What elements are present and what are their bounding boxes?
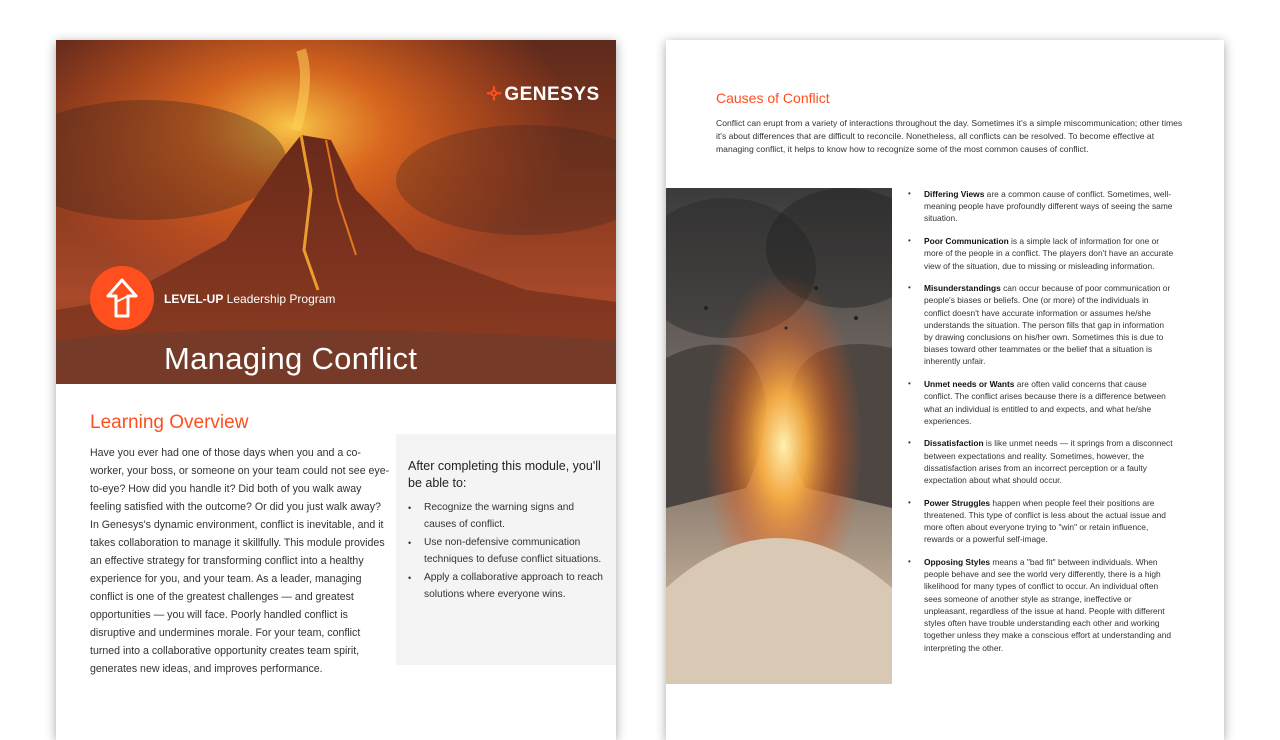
cause-description: is like unmet needs — it springs from a disconnect between expectations and reality. Sometimes, however, the dissatisfaction arises from an incorrect perception or a faulty expectation about what should occur.: [924, 438, 1173, 486]
fists-illustration: [666, 188, 892, 684]
objectives-list: [408, 500, 604, 605]
causes-list: [908, 188, 1174, 664]
cause-description: is a simple lack of information for one or more of the people in a conflict. The players don't have an accurate view of the situation, due to missing or misleading information.: [924, 236, 1174, 271]
cause-description: are a common cause of conflict. Sometimes, well-meaning people have profoundly different ways of seeing the same situation.: [924, 189, 1173, 224]
learning-overview-text: Have you ever had one of those days when you and a co-worker, your boss, or someone on your team could not see eye-to-eye? How did you handle it? Did both of you walk away feeling satisfied with the outcome? Or did you just walk away? In Genesys's dynamic environment, conflict is inevitable, and it takes collaboration to manage it skillfully. This module provides an effective strategy for transforming conflict into a healthy experience for you, and your team. As a leader, managing conflict is one of the greatest challenges — and greatest opportunities — you will face. Poorly handled conflict is disruptive and undermines morale. For your team, conflict turned into a collaborative opportunity creates team spirit, generates new ideas, and improves performance.: [90, 447, 390, 675]
cause-description: happen when people feel their positions are threatened. This type of conflict is less about the actual issue and more often about everyone trying to "win" or retain influence, rewards or a powerful self-image.: [924, 497, 1166, 545]
program-badge: [90, 266, 154, 330]
cause-term: Differing Views: [924, 189, 985, 199]
cause-description: can occur because of poor communication or people's biases or beliefs. One (or more) of the individuals in conflict doesn't have accurate information or assumes he/she understands the situation. The person fills that gap in information by drawing conclusions on his/her own. Sometimes this is due to biases toward other teammates or the belief that a situation is inherently unfair.: [924, 283, 1171, 367]
cause-term: Poor Communication: [924, 236, 1009, 247]
cause-term: Opposing Styles: [924, 557, 991, 568]
objective-item: • Recognize the warning signs and causes of conflict.: [408, 500, 604, 533]
program-name-rest: Leadership Program: [223, 292, 336, 306]
causes-heading: Causes of Conflict: [716, 90, 830, 106]
learning-overview-heading: Learning Overview: [90, 412, 249, 433]
genesys-logo: [486, 72, 600, 111]
cause-item: [908, 282, 1174, 367]
cause-item: [908, 556, 1174, 654]
program-name: [164, 292, 335, 306]
cause-term: Dissatisfaction: [924, 438, 984, 449]
cause-item: [908, 235, 1174, 272]
objectives-heading: After completing this module, you'll be able to:: [408, 459, 601, 490]
cause-item: [908, 378, 1174, 427]
cause-item: [908, 188, 1174, 225]
cause-description: are often valid concerns that cause conflict. The conflict arises because there is a difference between what an individual is entitled to and expects, and what he/she experiences.: [924, 379, 1166, 426]
objective-item: • Use non-defensive communication techniques to defuse conflict situations.: [408, 535, 604, 568]
hero-banner: [56, 40, 616, 384]
cause-term: Misunderstandings: [924, 283, 1001, 294]
program-name-bold: LEVEL-UP: [164, 292, 224, 306]
cause-term: Unmet needs or Wants: [924, 379, 1015, 390]
objective-item: • Apply a collaborative approach to reach solutions where everyone wins.: [408, 570, 604, 603]
objectives-callout: [396, 434, 616, 665]
module-title: Managing Conflict: [164, 340, 418, 376]
brochure-page-left: [56, 40, 616, 740]
genesys-logo-mark-icon: 🝊: [486, 84, 503, 105]
cause-term: Power Struggles: [924, 497, 991, 508]
cause-item: [908, 497, 1174, 546]
brochure-page-right: [666, 40, 1224, 740]
logo-text: GENESYS: [504, 84, 600, 105]
clashing-fists-photo: [666, 188, 892, 684]
arrow-up-icon: [90, 266, 154, 330]
cause-description: means a "bad fit" between individuals. When people behave and see the world very differently, there is a high likelihood for many types of conflict to occur. An individual often sees someone of another style as strange, ineffective or unpleasant, regardless of the issue at hand. People with different styles often have trouble understanding each other and working together unless they make a conscious effort at understanding and interpreting the other.: [924, 557, 1172, 653]
cause-item: [908, 437, 1174, 486]
causes-intro: Conflict can erupt from a variety of interactions throughout the day. Sometimes it's a simple miscommunication; other times it's about differences that are difficult to reconcile. Nonetheless, all conflicts can be resolved. To become effective at managing conflict, it helps to know how to recognize some of the most common causes of conflict.: [716, 118, 1183, 154]
